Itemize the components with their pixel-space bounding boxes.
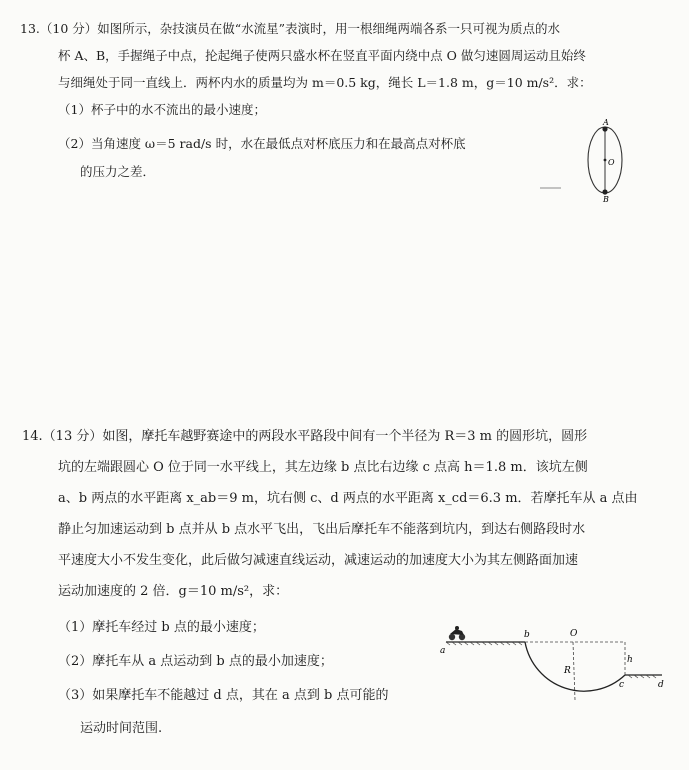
water-meteor-figure — [575, 120, 645, 205]
problem-14-line-1: 14.（13 分）如图，摩托车越野赛途中的两段水平路段中间有一个半径为 R＝3 m 的圆形坑，圆形 — [22, 429, 588, 444]
problem-13-q2-cont: 的压力之差． — [80, 164, 156, 179]
problem-13-line-1: 13.（10 分）如图所示，杂技演员在做“水流星”表演时，用一根细绳两端各系一只可视为质点的水 — [20, 21, 561, 36]
label-c: c — [619, 680, 625, 690]
problem-13-line-3: 与细绳处于同一直线上．两杯内水的质量均为 m＝0.5 kg，绳长 L＝1.8 m，g＝10 m/s²．求： — [58, 75, 592, 90]
problem-13-q1: （1）杯子中的水不流出的最小速度； — [58, 102, 266, 117]
problem-14-q3-cont: 运动时间范围. — [80, 721, 163, 736]
problem-14-line-4: 静止匀加速运动到 b 点并从 b 点水平飞出，飞出后摩托车不能落到坑内，到达右侧路段时水 — [58, 522, 586, 537]
problem-13-line-2: 杯 A、B，手握绳子中点，抡起绳子使两只盛水杯在竖直平面内绕中点 O 做匀速圆周运动且始终 — [58, 48, 586, 63]
pit-figure — [438, 625, 668, 720]
problem-14-q3: （3）如果摩托车不能越过 d 点，其在 a 点到 b 点可能的 — [58, 688, 389, 703]
label-b: b — [524, 630, 530, 640]
problem-14-q2: （2）摩托车从 a 点运动到 b 点的最小加速度； — [58, 654, 333, 669]
label-O: O — [570, 629, 578, 639]
label-h: h — [627, 655, 633, 665]
problem-14-q1: （1）摩托车经过 b 点的最小速度； — [58, 620, 265, 635]
label-B: B — [603, 195, 609, 204]
label-a: a — [440, 646, 446, 656]
problem-14-line-3: a、b 两点的水平距离 x_ab＝9 m，坑右侧 c、d 两点的水平距离 x_cd＝6.3 m．若摩托车从 a 点由 — [58, 491, 638, 506]
problem-14-line-2: 坑的左端跟圆心 O 位于同一水平线上，其左边缘 b 点比右边缘 c 点高 h＝1.8 m．该坑左侧 — [58, 460, 588, 475]
motorcycle-icon — [449, 626, 465, 640]
label-d: d — [658, 680, 664, 690]
problem-14-line-5: 平速度大小不发生变化，此后做匀减速直线运动，减速运动的加速度大小为其左侧路面加速 — [58, 553, 579, 568]
label-R: R — [564, 666, 571, 676]
label-A: A — [603, 118, 609, 127]
label-O: O — [608, 158, 615, 167]
problem-13-q2: （2）当角速度 ω＝5 rad/s 时，水在最低点对杯底压力和在最高点对杯底 — [58, 136, 466, 151]
problem-14-line-6: 运动加速度的 2 倍．g＝10 m/s²，求： — [58, 584, 289, 599]
